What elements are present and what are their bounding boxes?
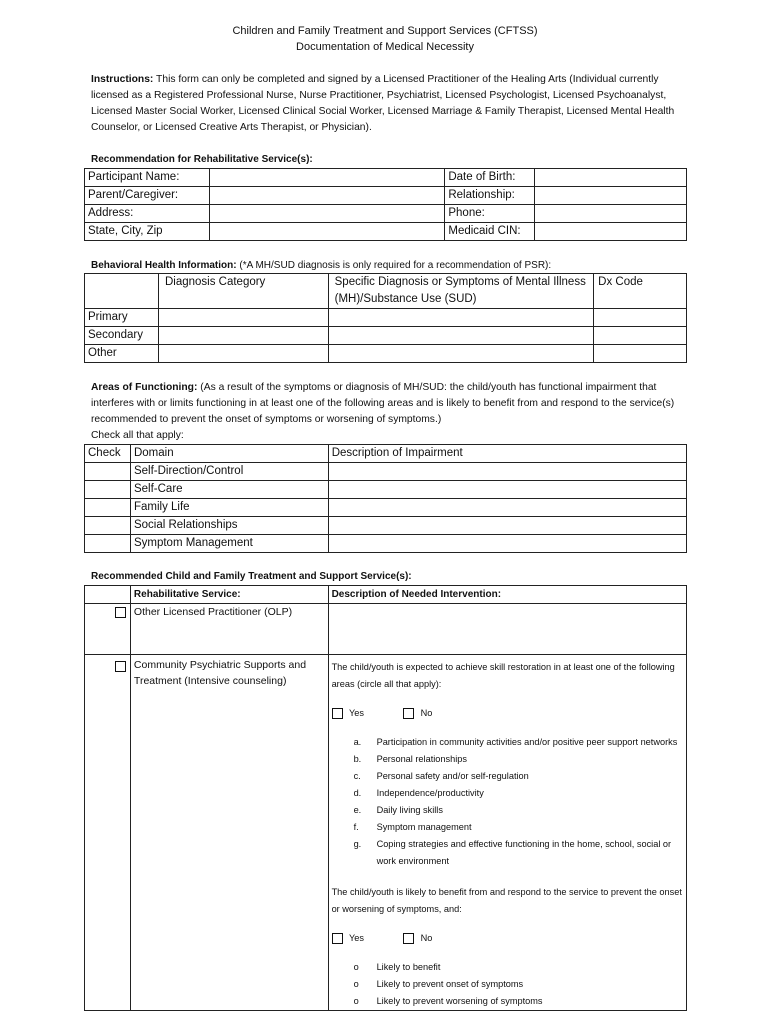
date-of-birth-label: Date of Birth: (445, 169, 535, 187)
intervention-header: Description of Needed Intervention: (328, 586, 686, 604)
list-text: Symptom management (376, 822, 472, 832)
list-marker: o (353, 996, 359, 1006)
table-row (85, 481, 687, 499)
impairment-symptom-management-field[interactable] (328, 535, 686, 553)
check-all-text: Check all that apply: (91, 430, 184, 441)
list-item (332, 785, 683, 802)
table-row (85, 327, 687, 345)
rehab-service-header: Rehabilitative Service: (130, 586, 328, 604)
check-symptom-management[interactable] (85, 535, 131, 553)
list-text: Participation in community activities and/or positive peer support networks (376, 737, 678, 747)
yes-checkbox-2[interactable] (332, 933, 343, 944)
list-marker: d. (353, 788, 362, 798)
yes-no-group-1 (332, 705, 683, 722)
other-diagnosis-field[interactable] (328, 345, 594, 363)
form-subtitle: Documentation of Medical Necessity (296, 41, 474, 53)
check-self-care[interactable] (85, 481, 131, 499)
services-heading: Recommended Child and Family Treatment and Support Service(s): (91, 571, 412, 582)
domain-social-relationships: Social Relationships (130, 517, 328, 535)
list-marker: f. (353, 822, 359, 832)
other-dx-code-field[interactable] (594, 345, 687, 363)
cpst-description (328, 655, 686, 1011)
participant-name-label: Participant Name: (85, 169, 210, 187)
list-item (332, 802, 683, 819)
list-item (332, 819, 683, 836)
list-item (332, 836, 683, 870)
list-text: Coping strategies and effective functioning in the home, school, social or work environment (376, 839, 672, 866)
table-row (85, 535, 687, 553)
list-text: Personal safety and/or self-regulation (376, 771, 529, 781)
phone-field[interactable] (535, 205, 687, 223)
list-text: Likely to prevent onset of symptoms (376, 979, 524, 989)
medicaid-cin-field[interactable] (535, 223, 687, 241)
primary-category-field[interactable] (158, 309, 328, 327)
table-row (85, 655, 687, 1011)
cpst-checkbox-cell (85, 655, 131, 1011)
yes-label-1: Yes (348, 708, 364, 718)
impairment-header: Description of Impairment (328, 445, 686, 463)
diagnosis-header-blank (85, 274, 159, 309)
primary-dx-code-field[interactable] (594, 309, 687, 327)
list-marker: e. (353, 805, 362, 815)
table-row (85, 187, 687, 205)
list-marker: o (353, 962, 359, 972)
skill-areas-list (332, 734, 683, 870)
table-row (85, 169, 687, 187)
secondary-dx-code-field[interactable] (594, 327, 687, 345)
list-marker: b. (353, 754, 362, 764)
impairment-social-relationships-field[interactable] (328, 517, 686, 535)
impairment-family-life-field[interactable] (328, 499, 686, 517)
primary-diagnosis-field[interactable] (328, 309, 594, 327)
diagnosis-table (84, 273, 687, 363)
relationship-field[interactable] (535, 187, 687, 205)
list-item (332, 959, 683, 976)
domain-family-life: Family Life (130, 499, 328, 517)
list-item (332, 993, 683, 1010)
services-table (84, 585, 687, 1011)
domain-symptom-management: Symptom Management (130, 535, 328, 553)
list-marker: g. (353, 839, 362, 849)
check-self-direction[interactable] (85, 463, 131, 481)
impairment-self-care-field[interactable] (328, 481, 686, 499)
impairment-self-direction-field[interactable] (328, 463, 686, 481)
table-row (85, 205, 687, 223)
list-text: Daily living skills (376, 805, 443, 815)
functioning-heading: Areas of Functioning: (91, 382, 198, 393)
secondary-diagnosis-field[interactable] (328, 327, 594, 345)
list-item (332, 976, 683, 993)
table-row (85, 604, 687, 655)
check-header: Check (85, 445, 131, 463)
domain-self-care: Self-Care (130, 481, 328, 499)
date-of-birth-field[interactable] (535, 169, 687, 187)
domain-self-direction: Self-Direction/Control (130, 463, 328, 481)
state-city-zip-field[interactable] (209, 223, 444, 241)
cpst-label: Community Psychiatric Supports and Treatment (Intensive counseling) (130, 655, 328, 1011)
other-label: Other (85, 345, 159, 363)
table-row (85, 274, 687, 309)
parent-caregiver-label: Parent/Caregiver: (85, 187, 210, 205)
table-row (85, 309, 687, 327)
list-marker: o (353, 979, 359, 989)
list-text: Likely to prevent worsening of symptoms (376, 996, 543, 1006)
yes-label-2: Yes (348, 933, 364, 943)
cpst-desc-2: The child/youth is likely to benefit from and respond to the service to prevent the onset or worsening of symptoms, and: (331, 887, 682, 914)
table-row (85, 445, 687, 463)
list-marker: c. (353, 771, 361, 781)
secondary-category-field[interactable] (158, 327, 328, 345)
instructions-text: This form can only be completed and signed by a Licensed Practitioner of the Healing Arts (Individual currently licensed as a Registered Professional Nurse, Nurse Practitioner, Psychiatrist, Licensed Psychologist, Licensed Psychoanalyst, Licensed Master Social Worker, Licensed Clinical Social Worker, Licensed Marriage & Family Therapist, Licensed Mental Health Counselor, or Licensed Creative Arts Therapist, or Physician). (91, 74, 675, 133)
no-label-2: No (420, 933, 433, 943)
table-row (85, 345, 687, 363)
yes-checkbox-1[interactable] (332, 708, 343, 719)
services-header-blank (85, 586, 131, 604)
table-row (85, 517, 687, 535)
benefit-list (332, 959, 683, 1010)
check-family-life[interactable] (85, 499, 131, 517)
participant-table (84, 168, 687, 241)
secondary-label: Secondary (85, 327, 159, 345)
functioning-text: (As a result of the symptoms or diagnosis of MH/SUD: the child/youth has functional impairment that interferes with or limits functioning in at least one of the following areas and is likely to benefit from and respond to the service(s) recommended to prevent the onset of symptoms or worsening of symptoms.) (91, 382, 675, 425)
primary-label: Primary (85, 309, 159, 327)
olp-label: Other Licensed Practitioner (OLP) (130, 604, 328, 655)
functioning-intro (91, 380, 689, 444)
address-field[interactable] (209, 205, 444, 223)
olp-intervention-field[interactable] (328, 604, 686, 655)
cpst-desc-1: The child/youth is expected to achieve skill restoration in at least one of the following areas (circle all that apply): (331, 662, 675, 689)
cpst-checkbox[interactable] (115, 661, 126, 672)
table-row (85, 223, 687, 241)
table-row (85, 586, 687, 604)
olp-checkbox[interactable] (115, 607, 126, 618)
other-category-field[interactable] (158, 345, 328, 363)
state-city-zip-label: State, City, Zip (85, 223, 210, 241)
parent-caregiver-field[interactable] (209, 187, 444, 205)
list-marker: a. (353, 737, 362, 747)
check-social-relationships[interactable] (85, 517, 131, 535)
no-checkbox-1[interactable] (403, 708, 414, 719)
form-title: Children and Family Treatment and Support Services (CFTSS) (232, 25, 538, 37)
diagnosis-category-header: Diagnosis Category (158, 274, 328, 309)
behavioral-heading: Behavioral Health Information: (91, 260, 237, 271)
behavioral-heading-line (91, 258, 689, 274)
table-row (85, 463, 687, 481)
list-text: Likely to benefit (376, 962, 441, 972)
list-item (332, 734, 683, 751)
olp-checkbox-cell (85, 604, 131, 655)
medicaid-cin-label: Medicaid CIN: (445, 223, 535, 241)
behavioral-note: (*A MH/SUD diagnosis is only required for a recommendation of PSR): (239, 260, 552, 271)
no-checkbox-2[interactable] (403, 933, 414, 944)
phone-label: Phone: (445, 205, 535, 223)
yes-no-group-2 (332, 930, 683, 947)
address-label: Address: (85, 205, 210, 223)
recommendation-heading: Recommendation for Rehabilitative Service(s): (91, 154, 313, 165)
relationship-label: Relationship: (445, 187, 535, 205)
functioning-table (84, 444, 687, 553)
dx-code-header: Dx Code (594, 274, 687, 309)
participant-name-field[interactable] (209, 169, 444, 187)
list-item (332, 768, 683, 785)
instructions (91, 72, 689, 136)
domain-header: Domain (130, 445, 328, 463)
list-text: Independence/productivity (376, 788, 484, 798)
instructions-label: Instructions: (91, 74, 154, 85)
list-item (332, 751, 683, 768)
no-label-1: No (420, 708, 433, 718)
list-text: Personal relationships (376, 754, 467, 764)
specific-diagnosis-header: Specific Diagnosis or Symptoms of Mental Illness (MH)/Substance Use (SUD) (328, 274, 594, 309)
table-row (85, 499, 687, 517)
